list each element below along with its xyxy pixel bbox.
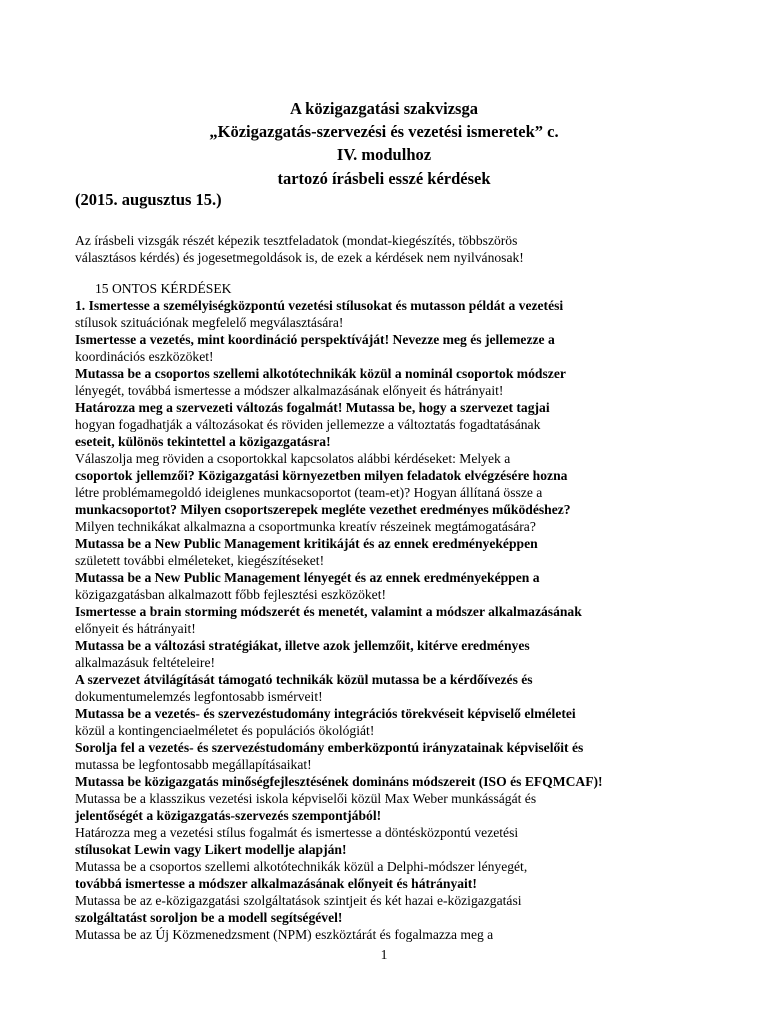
question-line: Mutassa be az e-közigazgatási szolgáltatások szintjeit és két hazai e-közigazgatási <box>75 893 522 908</box>
title-line-4: tartozó írásbeli esszé kérdések <box>277 168 491 188</box>
question-line: Ismertesse a brain storming módszerét és menetét, valamint a módszer alkalmazásának <box>75 604 582 619</box>
question-line: született további elméleteket, kiegészítéseket! <box>75 553 325 568</box>
question-line: közigazgatásban alkalmazott főbb fejlesztési eszközöket! <box>75 587 387 602</box>
question-line: közül a kontingenciaelméletet és populációs ökológiát! <box>75 723 375 738</box>
exam-date: (2015. augusztus 15.) <box>75 190 222 209</box>
question-line: Mutassa be a csoportos szellemi alkotótechnikák közül a Delphi-módszer lényegét, <box>75 859 528 874</box>
question-line: Mutassa be közigazgatás minőségfejlesztésének domináns módszereit (ISO és EFQMCAF)! <box>75 774 603 789</box>
question-line: szolgáltatást soroljon be a modell segítségével! <box>75 910 343 925</box>
question-line: Sorolja fel a vezetés- és szervezéstudomány emberközpontú irányzatainak képviselőit és <box>75 740 584 755</box>
title-line-1: A közigazgatási szakvizsga <box>290 99 478 118</box>
section-heading: 15 ONTOS KÉRDÉSEK <box>95 281 232 296</box>
question-line: lényegét, továbbá ismertesse a módszer alkalmazásának előnyeit és hátrányait! <box>75 383 504 398</box>
question-line: csoportok jellemzői? Közigazgatási környezetben milyen feladatok elvégzésére hozna <box>75 468 568 483</box>
title-line-3: IV. modulhoz <box>336 145 432 165</box>
page-number: 1 <box>380 947 388 962</box>
question-line: Válaszolja meg röviden a csoportokkal kapcsolatos alábbi kérdéseket: Melyek a <box>75 451 511 466</box>
question-line: koordinációs eszközöket! <box>75 349 214 364</box>
document-title <box>0 97 768 190</box>
question-line: Ismertesse a vezetés, mint koordináció perspektíváját! Nevezze meg és jellemezze a <box>75 332 555 347</box>
question-line: Határozza meg a vezetési stílus fogalmát és ismertesse a döntésközpontú vezetési <box>75 825 519 840</box>
question-line: munkacsoportot? Milyen csoportszerepek megléte vezethet eredményes működéshez? <box>75 502 571 517</box>
question-line: 1. Ismertesse a személyiségközpontú vezetési stílusokat és mutasson példát a vezetési <box>75 298 564 313</box>
question-line: eseteit, különös tekintettel a közigazgatásra! <box>75 434 331 449</box>
intro-line: választásos kérdés) és jogesetmegoldások is, de ezek a kérdések nem nyilvánosak! <box>75 250 524 265</box>
question-line: Mutassa be a klasszikus vezetési iskola képviselői közül Max Weber munkásságát és <box>75 791 537 806</box>
question-line: Mutassa be az Új Közmenedzsment (NPM) eszköztárát és fogalmazza meg a <box>75 927 494 942</box>
question-line: Milyen technikákat alkalmazna a csoportmunka kreatív részeinek megtámogatására? <box>75 519 536 534</box>
question-line: Határozza meg a szervezeti változás fogalmát! Mutassa be, hogy a szervezet tagjai <box>75 400 550 415</box>
questions-section <box>75 280 603 943</box>
question-line: stílusok szituációnak megfelelő megválasztására! <box>75 315 344 330</box>
question-line: Mutassa be a New Public Management lényegét és az ennek eredményeképpen a <box>75 570 540 585</box>
question-line: A szervezet átvilágítását támogató technikák közül mutassa be a kérdőívezés és <box>75 672 533 687</box>
question-line: továbbá ismertesse a módszer alkalmazásának előnyeit és hátrányait! <box>75 876 477 891</box>
question-list <box>75 297 603 943</box>
question-line: hogyan fogadhatják a változásokat és röviden jellemezze a változtatás fogadtatásának <box>75 417 541 432</box>
intro-paragraph <box>75 232 524 266</box>
question-line: stílusokat Lewin vagy Likert modellje alapján! <box>75 842 347 857</box>
question-line: dokumentumelemzés legfontosabb ismérveit! <box>75 689 323 704</box>
question-line: létre problémamegoldó ideiglenes munkacsoportot (team-et)? Hogyan állítaná össze a <box>75 485 543 500</box>
question-line: alkalmazásuk feltételeire! <box>75 655 216 670</box>
question-line: Mutassa be a vezetés- és szervezéstudomány integrációs törekvéseit képviselő elméletei <box>75 706 576 721</box>
question-line: Mutassa be a változási stratégiákat, illetve azok jellemzőit, kitérve eredményes <box>75 638 530 653</box>
question-line: jelentőségét a közigazgatás-szervezés szempontjából! <box>75 808 382 823</box>
question-line: mutassa be legfontosabb megállapításaikat! <box>75 757 312 772</box>
question-line: Mutassa be a New Public Management kritikáját és az ennek eredményeképpen <box>75 536 538 551</box>
question-line: előnyeit és hátrányait! <box>75 621 196 636</box>
intro-line: Az írásbeli vizsgák részét képezik tesztfeladatok (mondat-kiegészítés, többszörös <box>75 233 518 248</box>
title-line-2: „Közigazgatás-szervezési és vezetési ismeretek” c. <box>209 122 559 142</box>
question-line: Mutassa be a csoportos szellemi alkotótechnikák közül a nominál csoportok módszer <box>75 366 566 381</box>
